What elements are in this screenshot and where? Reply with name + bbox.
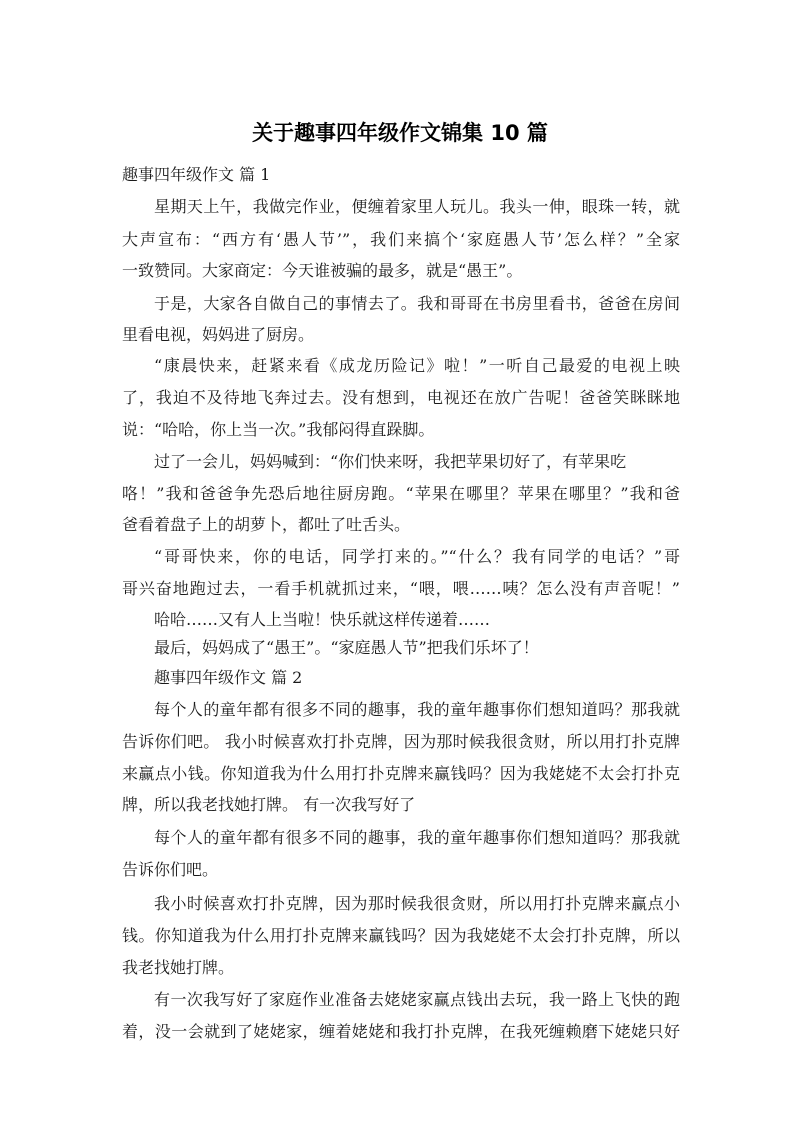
text-line: 哈哈……又有人上当啦！快乐就这样传递着…… [154,610,491,629]
text-line: 告诉你们吧。 我小时候喜欢打扑克牌，因为那时候我很贪财，所以用打扑克牌 [122,732,680,751]
text-line: 一致赞同。大家商定：今天谁被骗的最多，就是“愚王”。 [122,261,523,280]
text-line: “哥哥快来，你的电话，同学打来的。”“什么？我有同学的电话？”哥 [154,547,680,566]
text-line: 过了一会儿，妈妈喊到：“你们快来呀，我把苹果切好了，有苹果吃 [154,452,627,471]
text-line: 了，我迫不及待地飞奔过去。没有想到，电视还在放广告呢！爸爸笑眯眯地 [122,388,680,407]
text-line: 我小时候喜欢打扑克牌，因为那时候我很贪财，所以用打扑克牌来赢点小 [154,894,680,913]
section-heading: 趣事四年级作文 篇 2 [154,668,303,687]
text-line: 咯！”我和爸爸争先恐后地往厨房跑。“苹果在哪里？苹果在哪里？”我和爸 [122,484,680,503]
text-line: 着，没一会就到了姥姥家，缠着姥姥和我打扑克牌，在我死缠赖磨下姥姥只好 [122,1022,680,1041]
text-line: 爸看着盘子上的胡萝卜，都吐了吐舌头。 [122,515,411,534]
text-line: 我老找她打牌。 [122,958,235,977]
text-line: 最后，妈妈成了“愚王”。“家庭愚人节”把我们乐坏了！ [154,638,539,657]
text-line: 牌，所以我老找她打牌。 有一次我写好了 [122,795,416,814]
text-line: 于是，大家各自做自己的事情去了。我和哥哥在书房里看书，爸爸在房间 [154,294,680,313]
text-line: 有一次我写好了家庭作业准备去姥姥家赢点钱出去玩，我一路上飞快的跑 [154,990,680,1009]
text-line: 来赢点小钱。你知道我为什么用打扑克牌来赢钱吗？因为我姥姥不太会打扑克 [122,764,680,783]
text-line: “康晨快来，赶紧来看《成龙历险记》啦！”一听自己最爱的电视上映 [154,356,680,375]
text-line: 里看电视，妈妈进了厨房。 [122,325,315,344]
text-line: 每个人的童年都有很多不同的趣事，我的童年趣事你们想知道吗？那我就 [154,828,680,847]
text-line: 说：“哈哈，你上当一次。”我郁闷得直跺脚。 [122,420,435,439]
text-line: 哥兴奋地跑过去，一看手机就抓过来，“喂，喂……咦？怎么没有声音呢！” [122,579,680,598]
text-line: 大声宣布：“西方有‘愚人节’”，我们来搞个‘家庭愚人节’怎么样？”全家 [122,230,680,249]
section-heading: 趣事四年级作文 篇 1 [122,165,271,184]
text-line: 每个人的童年都有很多不同的趣事，我的童年趣事你们想知道吗？那我就 [154,700,680,719]
text-line: 告诉你们吧。 [122,860,219,879]
document-title: 关于趣事四年级作文锦集 10 篇 [252,121,548,145]
text-line: 钱。你知道我为什么用打扑克牌来赢钱吗？因为我姥姥不太会打扑克牌，所以 [122,926,680,945]
text-line: 星期天上午，我做完作业，便缠着家里人玩儿。我头一伸，眼珠一转，就 [154,197,680,216]
